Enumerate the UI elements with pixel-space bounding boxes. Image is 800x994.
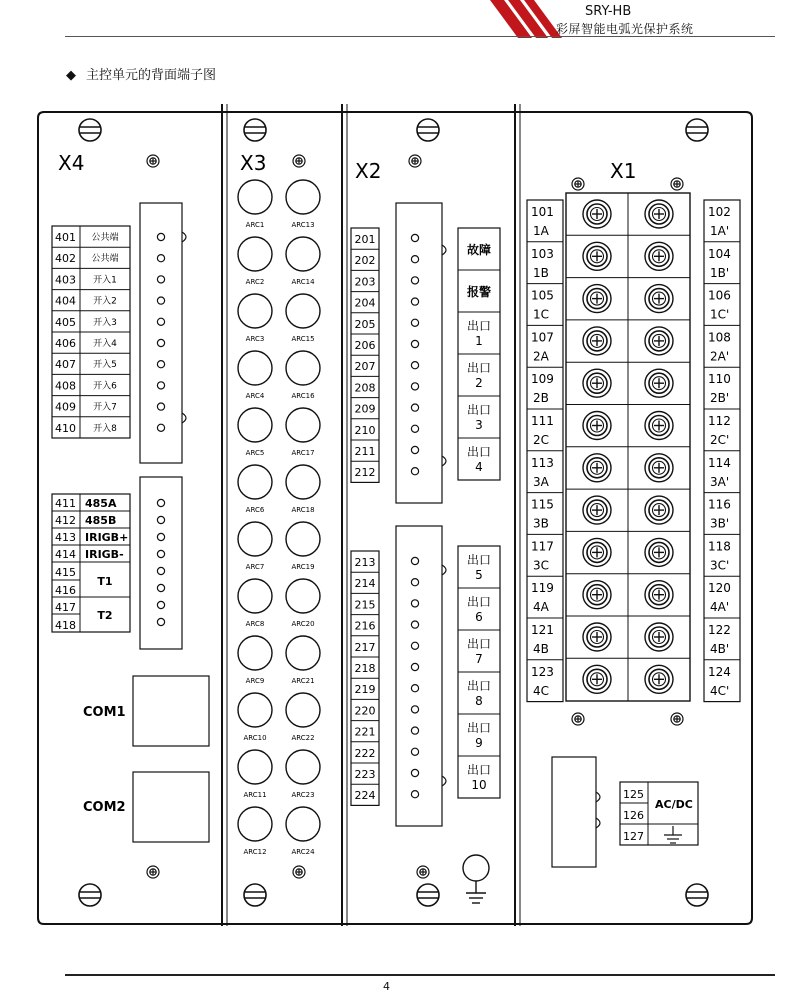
- arc-sensor-port: [286, 465, 320, 499]
- x2-terminal-number: 219: [354, 683, 376, 697]
- x1-terminal-number: 120: [708, 581, 731, 596]
- x2-output-number: 7: [475, 652, 483, 666]
- x1-terminal-phase: 4A': [710, 600, 730, 615]
- terminal-screw-icon: [583, 200, 611, 228]
- arc-port-label: ARC12: [243, 848, 267, 856]
- small-screw-icon: [293, 155, 305, 167]
- x4-terminal-number: 402: [55, 252, 76, 266]
- terminal-hole-icon: [411, 425, 418, 432]
- x1-terminal-number: 115: [531, 497, 554, 512]
- terminal-screw-icon: [583, 242, 611, 270]
- x1-terminal-number: 117: [531, 539, 554, 554]
- x4-terminal-desc: 公共端: [91, 254, 119, 265]
- x1-terminal-number: 101: [531, 205, 554, 219]
- com1-port: [133, 676, 209, 746]
- earth-icon: [664, 826, 682, 843]
- arc-port-label: ARC17: [291, 449, 315, 457]
- x4-terminal-desc: 开入3: [93, 317, 117, 328]
- x2-terminal-number: 211: [354, 445, 376, 458]
- small-screw-icon: [147, 866, 159, 878]
- x1-terminal-number: 112: [708, 414, 731, 428]
- x2-terminal-number: 218: [354, 662, 376, 675]
- terminal-hole-icon: [157, 255, 164, 262]
- x1-terminal-number: 123: [531, 664, 554, 679]
- x2-output-label: 出口: [466, 403, 492, 417]
- x1-terminal-phase: 2A': [710, 349, 730, 364]
- power-terminal-number: 127: [623, 830, 644, 843]
- terminal-hole-icon: [411, 557, 418, 564]
- x4-comm-desc: 485A: [85, 497, 117, 510]
- terminal-hole-icon: [157, 516, 164, 523]
- x4-terminal-desc: 开入8: [93, 423, 117, 434]
- arc-sensor-port: [238, 351, 272, 385]
- x4-terminal-number: 405: [55, 315, 76, 329]
- terminal-screw-icon: [583, 623, 611, 651]
- x1-terminal-phase: 3B: [533, 516, 549, 531]
- x2-terminal-number: 212: [354, 466, 376, 480]
- x1-terminal-phase: 1A': [710, 224, 730, 238]
- x2-terminal-number: 201: [354, 233, 376, 246]
- x2-output-label: 出口: [466, 319, 492, 333]
- mount-screw-icon: [417, 119, 439, 141]
- terminal-hole-icon: [411, 600, 418, 607]
- x1-terminal-number: 113: [531, 455, 554, 470]
- x4-terminal-desc: 开入5: [93, 360, 117, 371]
- x1-terminal-phase: 4C: [533, 683, 550, 698]
- x2-terminal-number: 206: [354, 339, 376, 352]
- terminal-hole-icon: [157, 584, 164, 591]
- terminal-screw-icon: [583, 454, 611, 482]
- x2-terminal-number: 205: [354, 317, 376, 331]
- terminal-hole-icon: [157, 550, 164, 557]
- x1-terminal-phase: 1A: [533, 224, 549, 238]
- terminal-screw-icon: [645, 538, 673, 566]
- x1-terminal-number: 102: [708, 205, 731, 219]
- terminal-screw-icon: [583, 665, 611, 693]
- terminal-hole-icon: [411, 748, 418, 755]
- x2-output-label: 出口: [466, 595, 492, 609]
- arc-port-label: ARC23: [291, 791, 315, 799]
- x1-terminal-phase: 3C': [710, 558, 730, 573]
- terminal-screw-icon: [645, 242, 673, 270]
- x2-output-number: 5: [475, 568, 483, 582]
- x4-terminal-number: 406: [55, 337, 76, 350]
- mount-screw-icon: [686, 119, 708, 141]
- x1-terminal-phase: 2B: [533, 391, 549, 406]
- x2-terminal-number: 208: [354, 381, 376, 395]
- x4-t2-number: 417: [55, 601, 76, 614]
- x2-output-number: 4: [475, 460, 483, 474]
- terminal-hole-icon: [411, 663, 418, 670]
- x4-terminal-number: 403: [55, 273, 76, 287]
- arc-port-label: ARC7: [245, 563, 265, 571]
- x4-comm-number: 414: [55, 548, 76, 561]
- x1-terminal-phase: 1B: [533, 265, 549, 280]
- x4-comm-desc: 485B: [85, 514, 117, 527]
- x2-terminal-number: 222: [354, 746, 376, 760]
- terminal-hole-icon: [411, 706, 418, 713]
- x2-output-number: 6: [475, 610, 483, 624]
- terminal-screw-icon: [583, 369, 611, 397]
- x1-terminal-phase: 2A: [533, 349, 549, 364]
- x2-output-number: 1: [475, 334, 483, 348]
- arc-sensor-port: [286, 408, 320, 442]
- mount-screw-icon: [79, 119, 101, 141]
- arc-port-label: ARC20: [291, 620, 315, 628]
- x1-terminal-number: 108: [708, 330, 731, 345]
- terminal-hole-icon: [157, 318, 164, 325]
- arc-port-label: ARC18: [291, 506, 315, 514]
- arc-port-label: ARC2: [245, 278, 265, 286]
- x4-terminal-desc: 开入4: [93, 339, 117, 349]
- x2-terminal-number: 202: [354, 254, 376, 268]
- x1-terminal-phase: 2C': [710, 433, 730, 447]
- header-model: SRY-HB: [585, 4, 632, 19]
- arc-port-label: ARC11: [243, 791, 267, 799]
- arc-port-label: ARC8: [245, 620, 265, 628]
- x4-t1-number: 415: [55, 566, 76, 579]
- x1-terminal-phase: 4A: [533, 600, 549, 615]
- x4-comm-desc: IRIGB+: [85, 531, 129, 544]
- x2-output-number: 10: [471, 778, 487, 792]
- x2-output-label: 出口: [466, 445, 492, 459]
- x2-terminal-number: 203: [354, 275, 376, 289]
- x4-t2-label: T2: [97, 609, 113, 622]
- mount-screw-icon: [686, 884, 708, 906]
- arc-sensor-port: [286, 522, 320, 556]
- terminal-hole-icon: [157, 533, 164, 540]
- small-screw-icon: [293, 866, 305, 878]
- arc-sensor-port: [286, 351, 320, 385]
- terminal-hole-icon: [157, 233, 164, 240]
- x2-terminal-number: 217: [354, 640, 376, 654]
- arc-sensor-port: [238, 522, 272, 556]
- x1-terminal-phase: 1C: [533, 307, 550, 322]
- x1-terminal-number: 121: [531, 623, 554, 637]
- x1-terminal-number: 107: [531, 330, 554, 345]
- mount-screw-icon: [417, 884, 439, 906]
- x1-terminal-phase: 2B': [710, 391, 730, 406]
- terminal-hole-icon: [411, 446, 418, 453]
- arc-sensor-port: [238, 693, 272, 727]
- x4-comm-desc: IRIGB-: [85, 548, 124, 561]
- terminal-hole-icon: [157, 567, 164, 574]
- x4-comm-number: 413: [55, 531, 76, 544]
- x2-terminal-number: 215: [354, 598, 376, 612]
- x1-terminal-phase: 4B: [533, 642, 549, 656]
- arc-sensor-port: [238, 180, 272, 214]
- arc-sensor-port: [238, 579, 272, 613]
- terminal-hole-icon: [411, 685, 418, 692]
- x1-terminal-number: 103: [531, 246, 554, 261]
- x4-terminal-desc: 开入1: [93, 275, 117, 286]
- arc-port-label: ARC5: [245, 449, 265, 457]
- x4-terminal-number: 401: [55, 231, 76, 244]
- small-screw-icon: [671, 713, 683, 725]
- terminal-hole-icon: [157, 424, 164, 431]
- terminal-hole-icon: [157, 403, 164, 410]
- terminal-hole-icon: [411, 642, 418, 649]
- terminal-screw-icon: [583, 327, 611, 355]
- terminal-hole-icon: [411, 791, 418, 798]
- x2-output-label: 出口: [466, 763, 492, 777]
- x4-terminal-number: 404: [55, 294, 76, 308]
- x4-terminal-desc: 公共端: [91, 233, 119, 243]
- x2-terminal-number: 223: [354, 768, 376, 781]
- terminal-screw-icon: [645, 285, 673, 313]
- section-title-text: 主控单元的背面端子图: [86, 68, 217, 83]
- x1-terminal-number: 110: [708, 372, 731, 387]
- page-number: 4: [383, 980, 390, 993]
- x1-terminal-phase: 1B': [710, 265, 730, 280]
- x1-terminal-number: 106: [708, 288, 731, 303]
- arc-port-label: ARC16: [291, 392, 315, 400]
- arc-port-label: ARC21: [291, 677, 315, 685]
- x2-output-number: 9: [475, 736, 483, 750]
- terminal-hole-icon: [157, 499, 164, 506]
- x1-terminal-number: 104: [708, 246, 731, 261]
- small-screw-icon: [572, 178, 584, 190]
- x2-terminal-number: 207: [354, 360, 376, 374]
- terminal-hole-icon: [157, 618, 164, 625]
- x4-terminal-desc: 开入7: [93, 402, 117, 413]
- arc-sensor-port: [286, 237, 320, 271]
- terminal-hole-icon: [411, 319, 418, 326]
- x1-terminal-number: 109: [531, 372, 554, 387]
- terminal-screw-icon: [645, 665, 673, 693]
- terminal-screw-icon: [645, 496, 673, 524]
- terminal-hole-icon: [411, 362, 418, 369]
- x2-output-label: 出口: [466, 361, 492, 375]
- x2-terminal-number: 224: [354, 789, 376, 803]
- x1-terminal-phase: 4B': [710, 642, 730, 656]
- arc-port-label: ARC19: [291, 563, 315, 571]
- arc-port-label: ARC22: [291, 734, 315, 742]
- x1-label: X1: [610, 159, 637, 183]
- terminal-screw-icon: [645, 581, 673, 609]
- arc-port-label: ARC3: [245, 335, 265, 343]
- small-screw-icon: [671, 178, 683, 190]
- x1-terminal-number: 122: [708, 623, 731, 637]
- terminal-hole-icon: [411, 340, 418, 347]
- x3-label: X3: [240, 151, 267, 175]
- arc-sensor-port: [286, 180, 320, 214]
- x2-terminal-number: 221: [354, 725, 376, 739]
- x1-terminal-phase: 3A: [533, 474, 549, 489]
- header-subtitle: 彩屏智能电弧光保护系统: [556, 22, 694, 36]
- x1-terminal-phase: 2C: [533, 433, 550, 447]
- x4-label: X4: [58, 151, 85, 175]
- arc-sensor-port: [286, 807, 320, 841]
- x2-terminal-number: 214: [354, 577, 376, 591]
- x1-terminal-phase: 3A': [710, 474, 730, 489]
- com1-label: COM1: [83, 705, 126, 720]
- x2-terminal-number: 220: [354, 704, 376, 718]
- terminal-hole-icon: [411, 769, 418, 776]
- arc-port-label: ARC10: [243, 734, 267, 742]
- arc-sensor-port: [286, 636, 320, 670]
- x2-terminal-number: 210: [354, 423, 376, 437]
- arc-sensor-port: [238, 294, 272, 328]
- small-screw-icon: [409, 155, 421, 167]
- x4-terminal-number: 409: [55, 400, 76, 414]
- terminal-screw-icon: [645, 412, 673, 440]
- terminal-screw-icon: [645, 623, 673, 651]
- mount-screw-icon: [79, 884, 101, 906]
- x2-terminal-number: 209: [354, 402, 376, 416]
- terminal-hole-icon: [411, 277, 418, 284]
- x1-terminal-number: 111: [531, 414, 554, 428]
- x4-t1-number: 416: [55, 584, 76, 597]
- x1-terminal-number: 116: [708, 497, 731, 512]
- x4-terminal-number: 410: [55, 421, 76, 435]
- com2-label: COM2: [83, 800, 126, 815]
- arc-sensor-port: [238, 465, 272, 499]
- terminal-hole-icon: [157, 361, 164, 368]
- terminal-hole-icon: [411, 468, 418, 475]
- terminal-screw-icon: [645, 200, 673, 228]
- terminal-hole-icon: [157, 601, 164, 608]
- x2-output-label: 出口: [466, 637, 492, 651]
- terminal-hole-icon: [157, 382, 164, 389]
- terminal-hole-icon: [411, 234, 418, 241]
- arc-sensor-port: [238, 807, 272, 841]
- terminal-hole-icon: [411, 727, 418, 734]
- x4-t2-number: 418: [55, 619, 76, 632]
- power-terminal-number: 126: [623, 809, 644, 822]
- x2-label: X2: [355, 159, 382, 183]
- terminal-hole-icon: [411, 579, 418, 586]
- arc-port-label: ARC1: [245, 221, 265, 229]
- x4-terminal-number: 408: [55, 379, 76, 393]
- x2-output-label: 报警: [466, 285, 492, 299]
- terminal-hole-icon: [411, 298, 418, 305]
- arc-sensor-port: [286, 693, 320, 727]
- x4-t1-label: T1: [97, 575, 113, 588]
- x2-output-label: 出口: [466, 679, 492, 693]
- x4-terminal-desc: 开入2: [93, 296, 117, 307]
- arc-sensor-port: [286, 750, 320, 784]
- terminal-hole-icon: [411, 621, 418, 628]
- x4-terminal-number: 407: [55, 358, 76, 372]
- terminal-screw-icon: [583, 412, 611, 440]
- x4-comm-number: 411: [55, 497, 76, 510]
- com2-port: [133, 772, 209, 842]
- terminal-screw-icon: [583, 581, 611, 609]
- small-screw-icon: [417, 866, 429, 878]
- ground-icon: [463, 855, 489, 903]
- x2-terminal-number: 213: [354, 556, 376, 569]
- x1-terminal-phase: 1C': [710, 307, 730, 322]
- terminal-hole-icon: [411, 404, 418, 411]
- x2-terminal-number: 204: [354, 296, 376, 310]
- arc-sensor-port: [238, 750, 272, 784]
- arc-port-label: ARC13: [291, 221, 315, 229]
- terminal-hole-icon: [411, 256, 418, 263]
- arc-sensor-port: [286, 294, 320, 328]
- mount-screw-icon: [244, 119, 266, 141]
- mount-screw-icon: [244, 884, 266, 906]
- power-acdc-label: AC/DC: [655, 798, 693, 811]
- terminal-screw-icon: [645, 454, 673, 482]
- arc-port-label: ARC15: [291, 335, 315, 343]
- x1-terminal-number: 114: [708, 455, 731, 470]
- x1-terminal-phase: 3B': [710, 516, 730, 531]
- x1-terminal-number: 118: [708, 539, 731, 554]
- x2-output-number: 8: [475, 694, 483, 708]
- terminal-hole-icon: [157, 339, 164, 346]
- small-screw-icon: [572, 713, 584, 725]
- terminal-screw-icon: [583, 496, 611, 524]
- x2-terminal-number: 216: [354, 619, 376, 633]
- terminal-hole-icon: [411, 383, 418, 390]
- power-terminal-number: 125: [623, 788, 644, 801]
- diamond-bullet-icon: ◆: [66, 68, 76, 83]
- x2-output-label: 故障: [466, 243, 492, 257]
- x4-terminal-desc: 开入6: [93, 381, 117, 392]
- arc-port-label: ARC4: [245, 392, 265, 400]
- arc-sensor-port: [286, 579, 320, 613]
- terminal-hole-icon: [157, 297, 164, 304]
- terminal-screw-icon: [583, 285, 611, 313]
- x1-terminal-number: 119: [531, 581, 554, 596]
- arc-sensor-port: [238, 237, 272, 271]
- footer-rule: [65, 974, 775, 976]
- x1-terminal-number: 105: [531, 288, 554, 303]
- arc-port-label: ARC24: [291, 848, 315, 856]
- x2-output-number: 2: [475, 376, 483, 390]
- x1-terminal-phase: 4C': [710, 683, 730, 698]
- terminal-screw-icon: [645, 369, 673, 397]
- arc-sensor-port: [238, 408, 272, 442]
- arc-sensor-port: [238, 636, 272, 670]
- x2-output-number: 3: [475, 418, 483, 432]
- x1-terminal-number: 124: [708, 664, 731, 679]
- terminal-screw-icon: [583, 538, 611, 566]
- small-screw-icon: [147, 155, 159, 167]
- x4-comm-number: 412: [55, 514, 76, 527]
- arc-port-label: ARC9: [245, 677, 265, 685]
- terminal-hole-icon: [157, 276, 164, 283]
- arc-port-label: ARC6: [245, 506, 265, 514]
- x2-output-label: 出口: [466, 721, 492, 735]
- arc-port-label: ARC14: [291, 278, 315, 286]
- terminal-screw-icon: [645, 327, 673, 355]
- x2-output-label: 出口: [466, 553, 492, 567]
- x1-terminal-phase: 3C: [533, 558, 550, 573]
